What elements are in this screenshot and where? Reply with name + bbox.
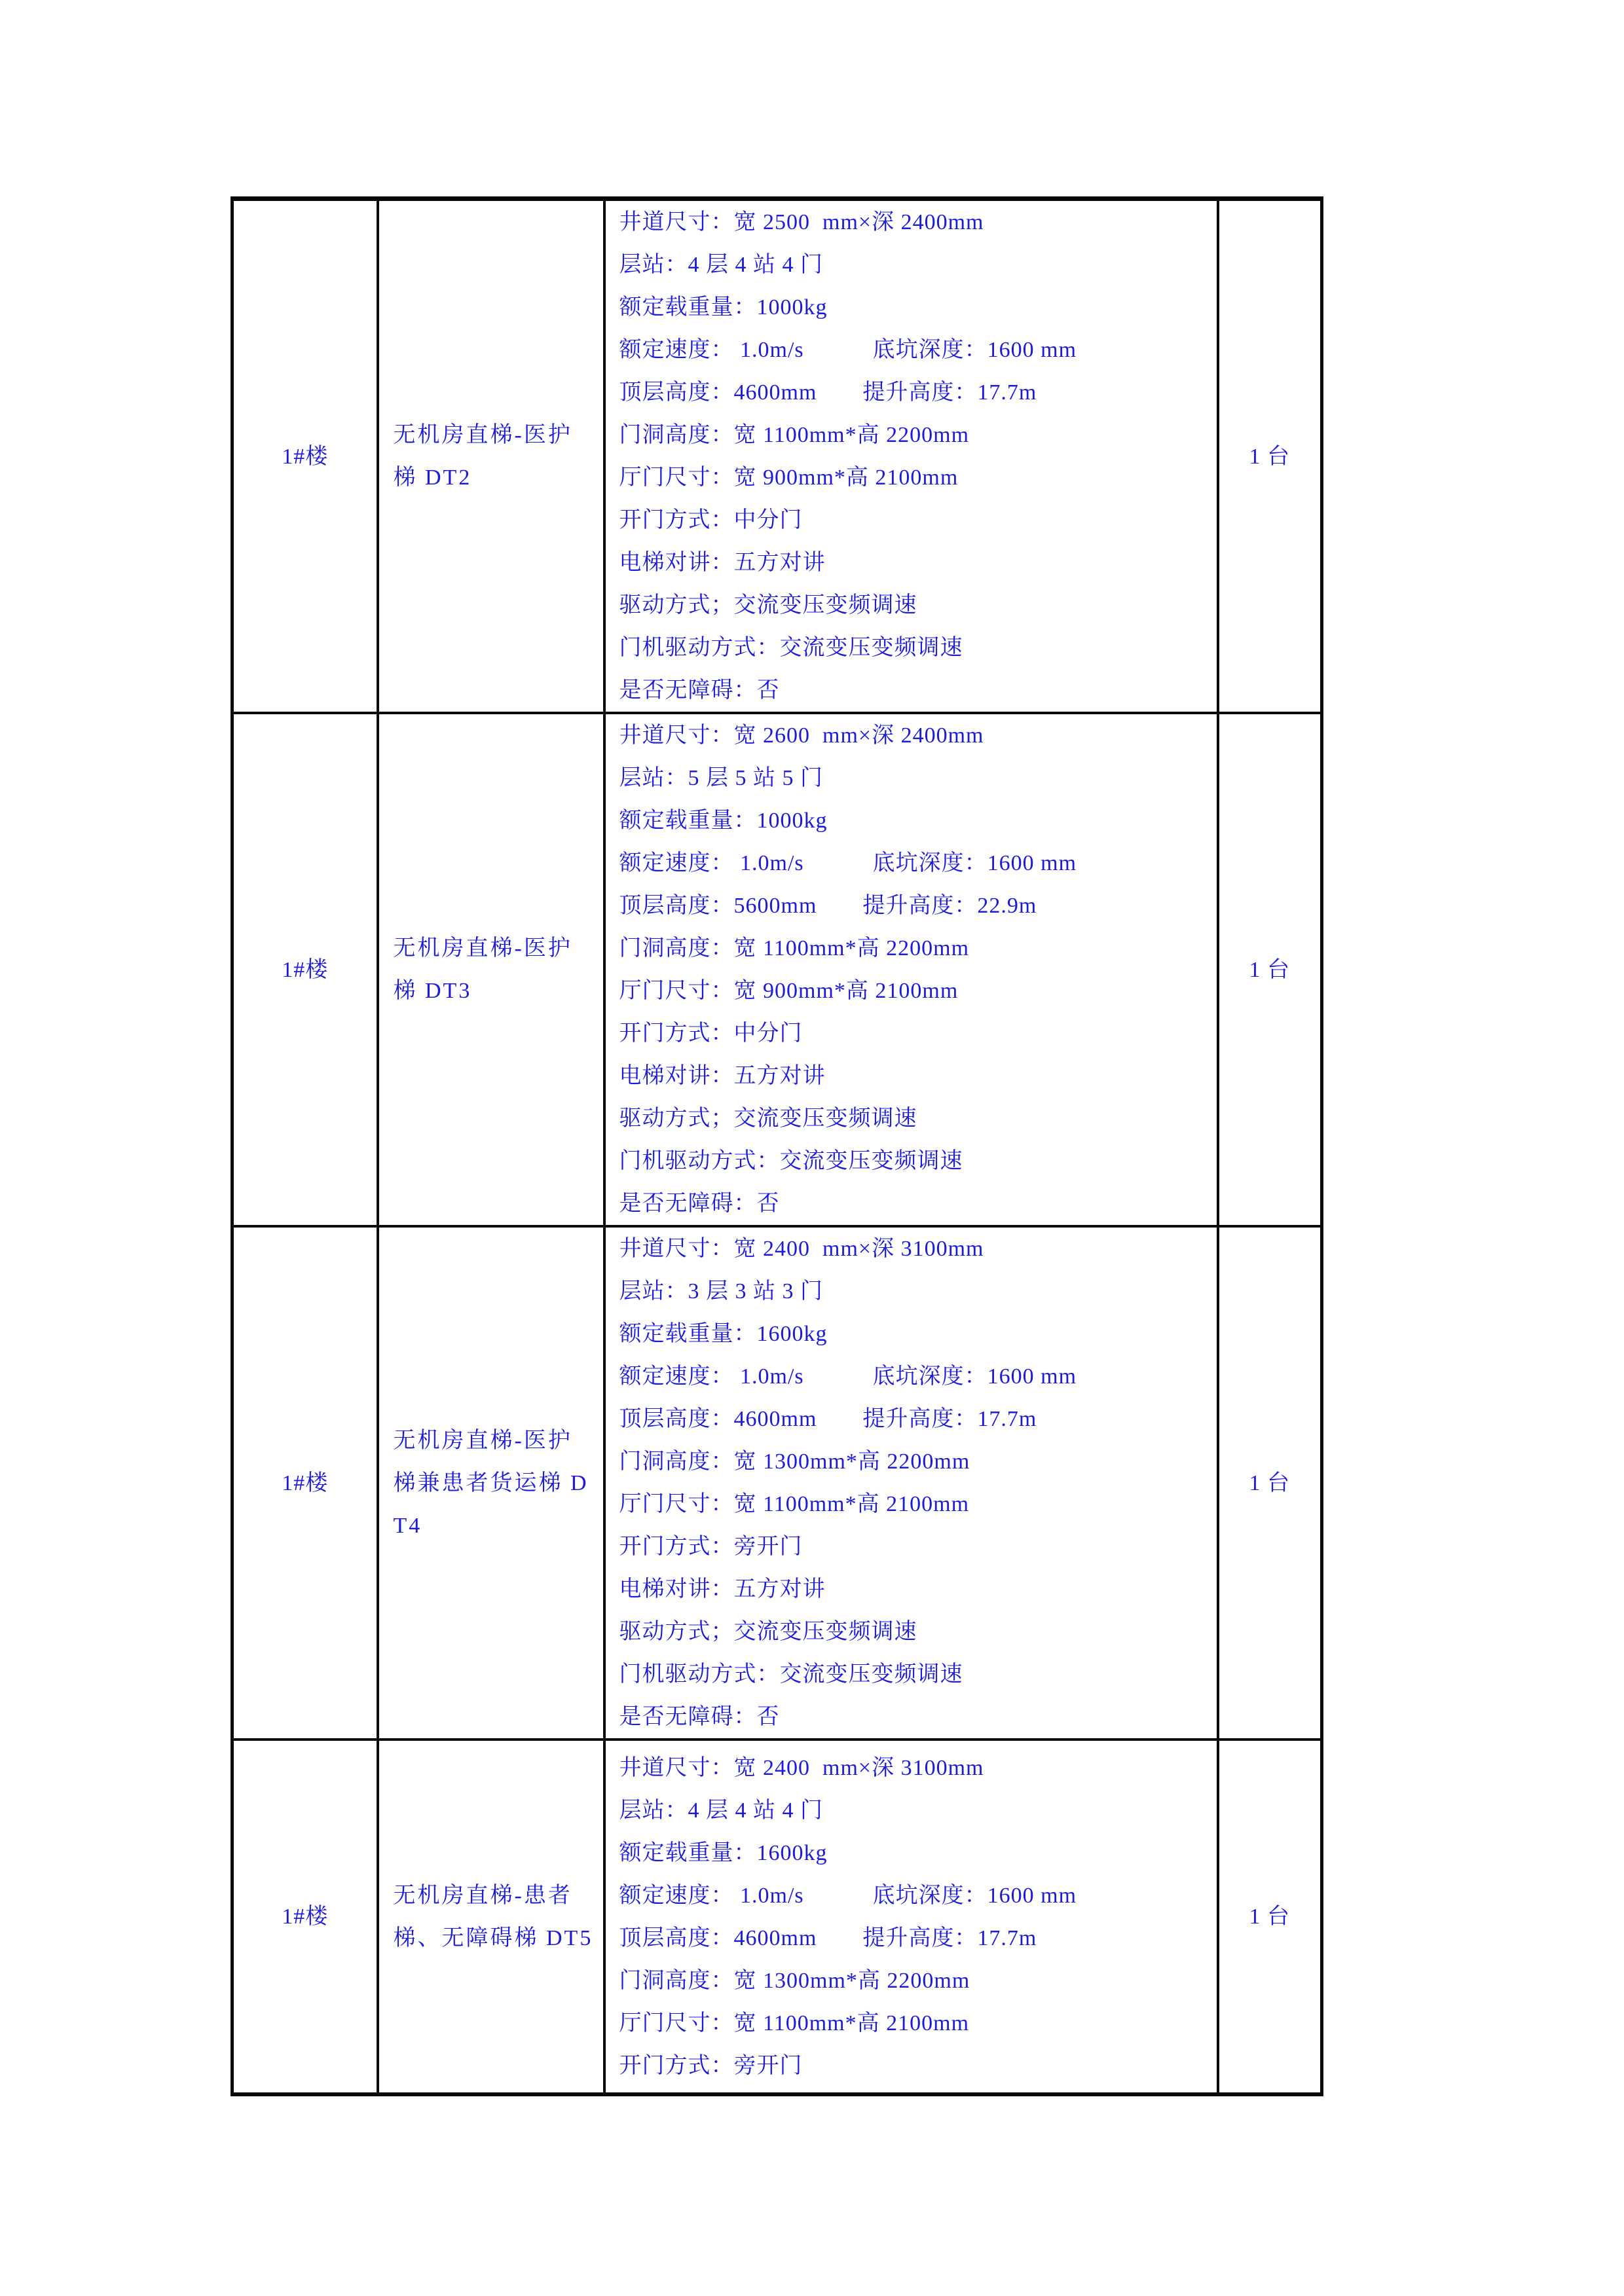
quantity-cell: 1 台 <box>1218 713 1322 1226</box>
elevator-name-line: T4 <box>393 1513 422 1538</box>
spec-line: 额定载重量：1600kg <box>619 1840 828 1865</box>
spec-line: 门洞高度：宽 1100mm*高 2200mm <box>619 423 970 447</box>
spec-line: 厅门尺寸：宽 900mm*高 2100mm <box>619 465 959 490</box>
table-row <box>232 713 1322 1226</box>
spec-line: 厅门尺寸：宽 1100mm*高 2100mm <box>619 2011 970 2035</box>
spec-line: 井道尺寸：宽 2500 mm×深 2400mm <box>619 210 984 234</box>
spec-line: 门机驱动方式：交流变压变频调速 <box>619 636 963 660</box>
spec-line: 是否无障碍：否 <box>619 1705 780 1729</box>
elevator-name-cell <box>378 199 604 714</box>
spec-line: 层站：5 层 5 站 5 门 <box>619 766 823 790</box>
spec-list-cell <box>604 1226 1218 1740</box>
elevator-name-line: 无机房直梯-医护 <box>393 423 572 447</box>
spec-line: 驱动方式；交流变压变频调速 <box>619 1620 917 1644</box>
building-cell: 1#楼 <box>232 199 378 714</box>
spec-line: 门洞高度：宽 1300mm*高 2200mm <box>619 1449 970 1474</box>
quantity-cell: 1 台 <box>1218 1226 1322 1740</box>
spec-line: 开门方式：旁开门 <box>619 2053 803 2078</box>
spec-line: 门机驱动方式：交流变压变频调速 <box>619 1149 963 1173</box>
spec-list-cell <box>604 199 1218 714</box>
elevator-name-cell <box>378 713 604 1226</box>
spec-line: 顶层高度：4600mm 提升高度：17.7m <box>619 1407 1037 1431</box>
building-cell: 1#楼 <box>232 1740 378 2094</box>
spec-line: 井道尺寸：宽 2400 mm×深 3100mm <box>619 1755 984 1780</box>
quantity-cell: 1 台 <box>1218 199 1322 714</box>
spec-list-cell <box>604 713 1218 1226</box>
elevator-name-line: 无机房直梯-患者 <box>393 1883 572 1908</box>
elevator-name-line: 梯 DT2 <box>393 465 472 490</box>
building-cell: 1#楼 <box>232 713 378 1226</box>
elevator-name-cell <box>378 1740 604 2094</box>
spec-line: 额定速度： 1.0m/s 底坑深度：1600 mm <box>619 338 1077 362</box>
spec-line: 层站：3 层 3 站 3 门 <box>619 1279 823 1303</box>
elevator-name-cell <box>378 1226 604 1740</box>
spec-line: 开门方式：中分门 <box>619 1021 803 1046</box>
spec-line: 厅门尺寸：宽 1100mm*高 2100mm <box>619 1492 970 1516</box>
spec-line: 井道尺寸：宽 2400 mm×深 3100mm <box>619 1237 984 1261</box>
spec-line: 开门方式：旁开门 <box>619 1535 803 1559</box>
spec-line: 额定速度： 1.0m/s 底坑深度：1600 mm <box>619 851 1077 875</box>
spec-line: 顶层高度：5600mm 提升高度：22.9m <box>619 894 1037 918</box>
spec-line: 额定载重量：1600kg <box>619 1322 828 1346</box>
spec-line: 额定速度： 1.0m/s 底坑深度：1600 mm <box>619 1364 1077 1389</box>
spec-line: 门洞高度：宽 1300mm*高 2200mm <box>619 1968 970 1993</box>
spec-line: 是否无障碍：否 <box>619 1192 780 1216</box>
spec-line: 层站：4 层 4 站 4 门 <box>619 1798 823 1823</box>
table-row <box>232 1226 1322 1740</box>
spec-line: 额定载重量：1000kg <box>619 295 828 319</box>
spec-line: 顶层高度：4600mm 提升高度：17.7m <box>619 380 1037 405</box>
elevator-name-line: 梯、无障碍梯 DT5 <box>393 1925 593 1950</box>
elevator-name-line: 梯 DT3 <box>393 979 472 1003</box>
elevator-spec-table <box>231 196 1323 2096</box>
spec-line: 顶层高度：4600mm 提升高度：17.7m <box>619 1925 1037 1950</box>
spec-line: 门洞高度：宽 1100mm*高 2200mm <box>619 936 970 960</box>
quantity-cell: 1 台 <box>1218 1740 1322 2094</box>
spec-line: 电梯对讲：五方对讲 <box>619 551 826 575</box>
spec-line: 层站：4 层 4 站 4 门 <box>619 253 823 277</box>
spec-line: 额定速度： 1.0m/s 底坑深度：1600 mm <box>619 1883 1077 1908</box>
spec-line: 厅门尺寸：宽 900mm*高 2100mm <box>619 979 959 1003</box>
spec-line: 额定载重量：1000kg <box>619 809 828 833</box>
table-row <box>232 199 1322 714</box>
spec-line: 门机驱动方式：交流变压变频调速 <box>619 1662 963 1686</box>
spec-line: 是否无障碍：否 <box>619 678 780 702</box>
spec-line: 井道尺寸：宽 2600 mm×深 2400mm <box>619 723 984 748</box>
spec-line: 电梯对讲：五方对讲 <box>619 1577 826 1601</box>
building-cell: 1#楼 <box>232 1226 378 1740</box>
elevator-name-line: 无机房直梯-医护 <box>393 936 572 960</box>
elevator-name-line: 梯兼患者货运梯 D <box>393 1470 589 1495</box>
elevator-name-line: 无机房直梯-医护 <box>393 1428 572 1453</box>
spec-line: 驱动方式；交流变压变频调速 <box>619 1106 917 1131</box>
spec-line: 电梯对讲：五方对讲 <box>619 1064 826 1088</box>
spec-line: 开门方式：中分门 <box>619 508 803 532</box>
spec-line: 驱动方式；交流变压变频调速 <box>619 593 917 617</box>
spec-list-cell <box>604 1740 1218 2094</box>
table-row <box>232 1740 1322 2094</box>
